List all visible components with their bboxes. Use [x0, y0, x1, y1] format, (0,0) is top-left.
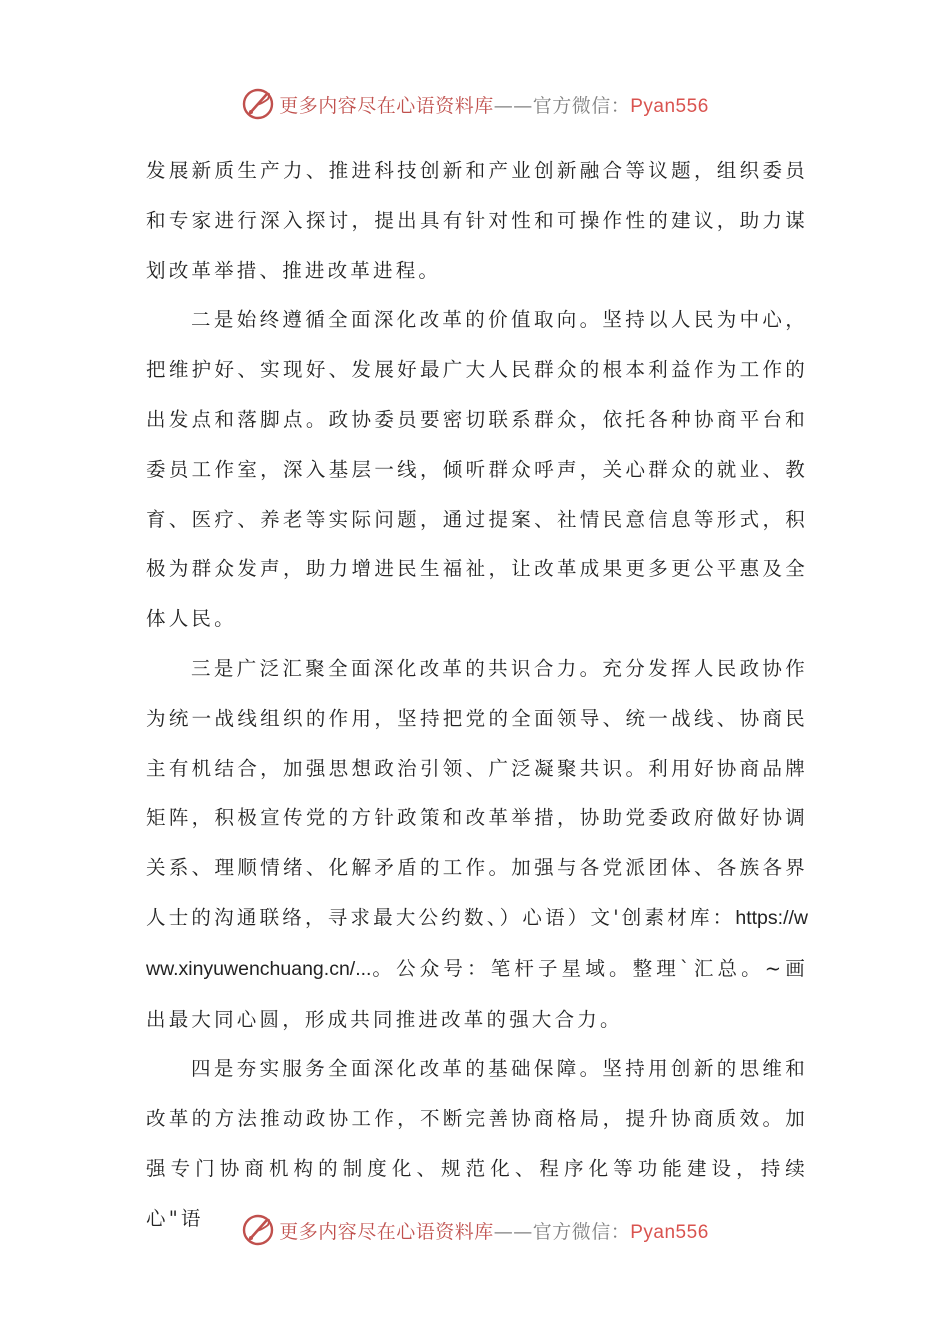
banner-main: 更多内容尽在心语资料库 — [279, 1220, 494, 1243]
banner-text — [279, 1217, 709, 1244]
paragraph-2: 二是始终遵循全面深化改革的价值取向。坚持以人民为中心，把维护好、实现好、发展好最广大人民群众的根本利益作为工作的出发点和落脚点。政协委员要密切联系群众，依托各种协商平台和委员工作室，深入基层一线，倾听群众呼声，关心群众的就业、教育、医疗、养老等实际问题，通过提案、社情民意信息等形式，积极为群众发声，助力增进民生福祉，让改革成果更多更公平惠及全体人民。 — [146, 308, 808, 631]
banner-dash: —— — [493, 1220, 533, 1243]
footer-banner — [0, 1210, 950, 1250]
banner-text — [279, 91, 709, 118]
banner-dash: —— — [493, 94, 533, 117]
quill-logo-icon — [241, 1213, 275, 1247]
paragraph-1: 发展新质生产力、推进科技创新和产业创新融合等议题，组织委员和专家进行深入探讨，提出具有针对性和可操作性的建议，助力谋划改革举措、推进改革进程。 — [146, 159, 808, 282]
banner-account: Pyan556 — [630, 1221, 709, 1243]
source-url: https://www.xinyuwenchuang.cn/... — [146, 906, 808, 980]
paragraph-3-tail: 。公众号：笔杆子星域。整理`汇总。~画出最大同心圆，形成共同推进改革的强大合力。 — [146, 956, 808, 1031]
paragraph-3-text: 三是广泛汇聚全面深化改革的共识合力。充分发挥人民政协作为统一战线组织的作用，坚持把党的全面领导、统一战线、协商民主有机结合，加强思想政治引领、广泛凝聚共识。利用好协商品牌矩阵，积极宣传党的方针政策和改革举措，协助党委政府做好协调关系、理顺情绪、化解矛盾的工作。加强与各党派团体、各族各界人士的沟通联络，寻求最大公约数、）心语）文'创素材库： — [146, 656, 808, 929]
banner-wechat-label: 官方微信： — [532, 94, 631, 117]
quill-logo-icon — [241, 87, 275, 121]
paragraph-4: 四是夯实服务全面深化改革的基础保障。坚持用创新的思维和改革的方法推动政协工作，不断完善协商格局，提升协商质效。加强专门协商机构的制度化、规范化、程序化等功能建设，持续心"语 — [146, 1057, 808, 1230]
banner-account: Pyan556 — [630, 95, 709, 117]
header-banner — [0, 84, 950, 124]
banner-main: 更多内容尽在心语资料库 — [279, 94, 494, 117]
paragraph-3 — [146, 644, 808, 1044]
document-body — [146, 146, 808, 1244]
banner-wechat-label: 官方微信： — [532, 1220, 631, 1243]
